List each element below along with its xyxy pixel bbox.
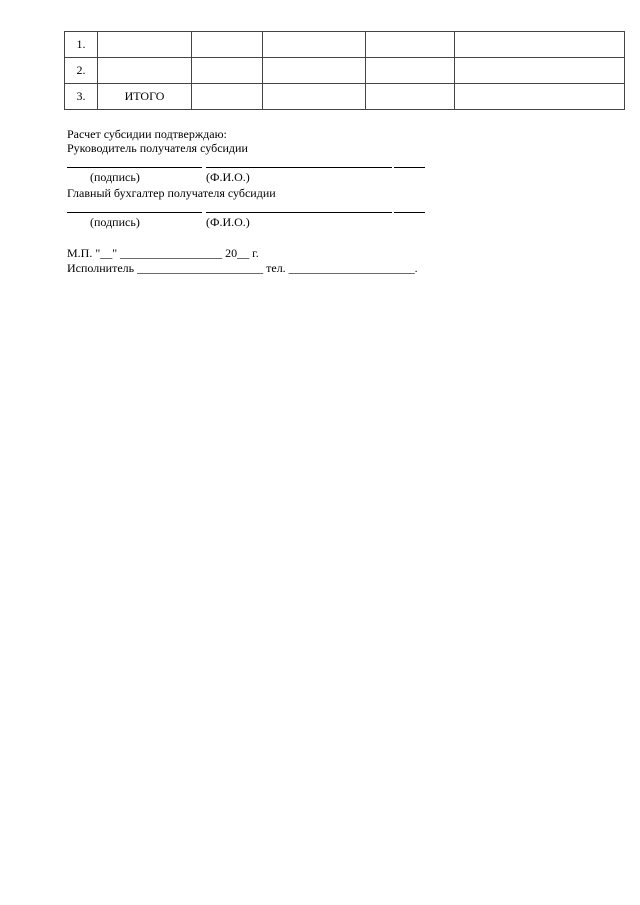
table-row: [65, 84, 625, 110]
head-signature-caption: (подпись): [90, 170, 140, 184]
accountant-name-line: [206, 212, 392, 213]
total-label: ИТОГО: [98, 84, 192, 110]
table-cell: [366, 84, 455, 110]
table-cell: [192, 32, 263, 58]
head-label: Руководитель получателя субсидии: [67, 141, 248, 155]
table-cell: [263, 84, 366, 110]
table-cell: [366, 32, 455, 58]
row-number: 2.: [65, 58, 98, 84]
table-cell: [366, 58, 455, 84]
table-cell: [455, 84, 625, 110]
row-number: 3.: [65, 84, 98, 110]
accountant-signature-line: [67, 212, 202, 213]
table-cell: [263, 32, 366, 58]
head-name-line: [206, 167, 392, 168]
head-extra-line: [394, 167, 425, 168]
row-number: 1.: [65, 32, 98, 58]
confirm-heading: Расчет субсидии подтверждаю:: [67, 127, 227, 141]
head-signature-line: [67, 167, 202, 168]
executor-line: Исполнитель _____________________ тел. _____________________.: [67, 261, 418, 275]
table-row: [65, 58, 625, 84]
accountant-name-caption: (Ф.И.О.): [206, 215, 250, 229]
table-cell: [192, 58, 263, 84]
accountant-extra-line: [394, 212, 425, 213]
stamp-date-line: М.П. "__" _________________ 20__ г.: [67, 246, 259, 260]
accountant-label: Главный бухгалтер получателя субсидии: [67, 186, 276, 200]
accountant-signature-caption: (подпись): [90, 215, 140, 229]
table-cell: [263, 58, 366, 84]
table-cell: [455, 32, 625, 58]
subsidy-table: [64, 31, 625, 110]
head-name-caption: (Ф.И.О.): [206, 170, 250, 184]
table-cell: [192, 84, 263, 110]
row-label: [98, 32, 192, 58]
row-label: [98, 58, 192, 84]
table-cell: [455, 58, 625, 84]
table-row: [65, 32, 625, 58]
